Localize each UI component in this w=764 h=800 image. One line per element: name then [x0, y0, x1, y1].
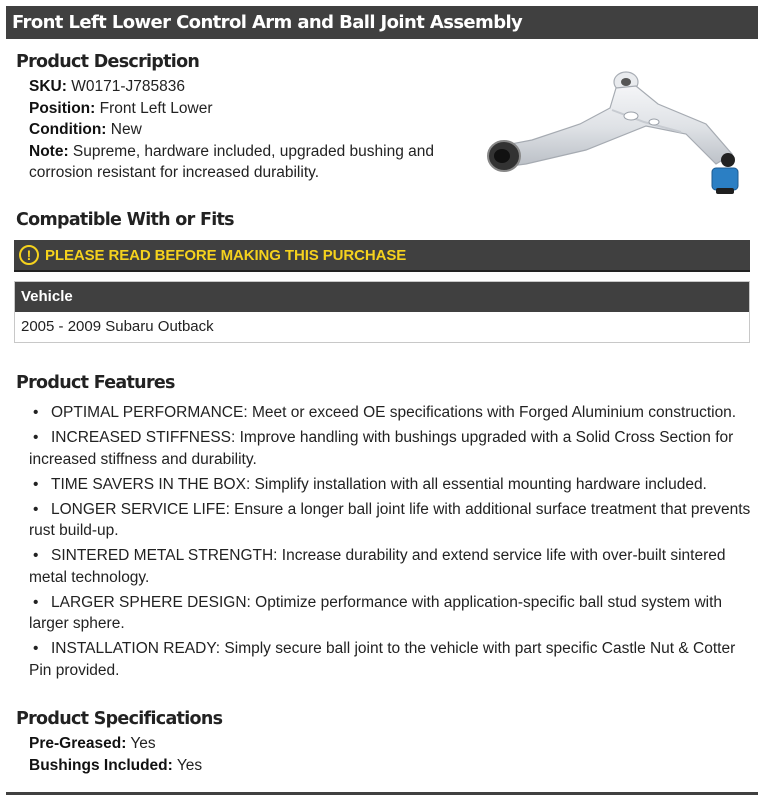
alert-text: PLEASE READ BEFORE MAKING THIS PURCHASE — [45, 246, 407, 264]
position-label: Position: — [29, 99, 96, 117]
product-description-heading: Product Description — [16, 52, 200, 72]
feature-text: LARGER SPHERE DESIGN: Optimize performance with application-specific ball stud system with larger sphere. — [29, 593, 723, 632]
sku-value: W0171-J785836 — [71, 78, 185, 95]
features-heading: Product Features — [16, 373, 175, 393]
bushings-value: Yes — [176, 756, 203, 774]
bushings-row — [29, 755, 202, 777]
condition-value: New — [110, 121, 142, 138]
sku-label: SKU: — [29, 78, 67, 95]
bullet: • — [33, 547, 39, 564]
bullet: • — [33, 429, 39, 446]
note-label: Note: — [29, 142, 69, 160]
pregreased-value: Yes — [130, 735, 156, 752]
vehicle-column-header: Vehicle — [15, 282, 749, 312]
bullet: • — [33, 593, 39, 611]
feature-item — [29, 638, 759, 681]
feature-text: SINTERED METAL STRENGTH: Increase durability and extend service life with over-built sintered metal technology. — [29, 547, 726, 586]
bushings-label: Bushings Included: — [29, 756, 173, 774]
feature-text: INCREASED STIFFNESS: Improve handling with bushings upgraded with a Solid Cross Section for increased stiffness and durability. — [29, 429, 734, 468]
bullet: • — [33, 475, 39, 493]
feature-text: INSTALLATION READY: Simply secure ball joint to the vehicle with part specific Castle Nut & Cotter Pin provided. — [29, 640, 736, 679]
vehicle-row: 2005 - 2009 Subaru Outback — [15, 312, 749, 342]
condition-row — [29, 119, 142, 141]
feature-item — [29, 592, 759, 635]
feature-text: TIME SAVERS IN THE BOX: Simplify installation with all essential mounting hardware included. — [51, 475, 707, 493]
position-row — [29, 98, 212, 120]
position-value: Front Left Lower — [99, 99, 213, 117]
pregreased-label: Pre-Greased: — [29, 735, 127, 752]
control-arm-illustration — [476, 64, 748, 204]
bottom-divider — [6, 792, 758, 795]
feature-text: LONGER SERVICE LIFE: Ensure a longer ball joint life with additional surface treatment that prevents rust build-up. — [29, 500, 751, 539]
features-list — [29, 402, 759, 685]
vehicle-table — [14, 281, 750, 343]
purchase-alert — [14, 240, 750, 272]
feature-item — [29, 499, 759, 542]
bullet: • — [33, 640, 39, 657]
specifications-heading: Product Specifications — [16, 709, 223, 729]
sku-row — [29, 76, 185, 98]
page-title: Front Left Lower Control Arm and Ball Joint Assembly — [6, 6, 758, 39]
feature-item — [29, 545, 759, 588]
feature-item — [29, 402, 759, 424]
compatible-heading: Compatible With or Fits — [16, 210, 234, 230]
note-value: Supreme, hardware included, upgraded bushing and corrosion resistant for increased durability. — [29, 142, 434, 181]
feature-item — [29, 427, 759, 470]
exclamation-circle-icon: ! — [19, 245, 39, 265]
feature-text: OPTIMAL PERFORMANCE: Meet or exceed OE specifications with Forged Aluminium construction. — [51, 404, 737, 421]
pregreased-row — [29, 733, 156, 755]
feature-item — [29, 474, 759, 496]
note-row — [29, 141, 469, 184]
condition-label: Condition: — [29, 121, 107, 138]
bullet: • — [33, 500, 39, 518]
bullet: • — [33, 404, 39, 421]
